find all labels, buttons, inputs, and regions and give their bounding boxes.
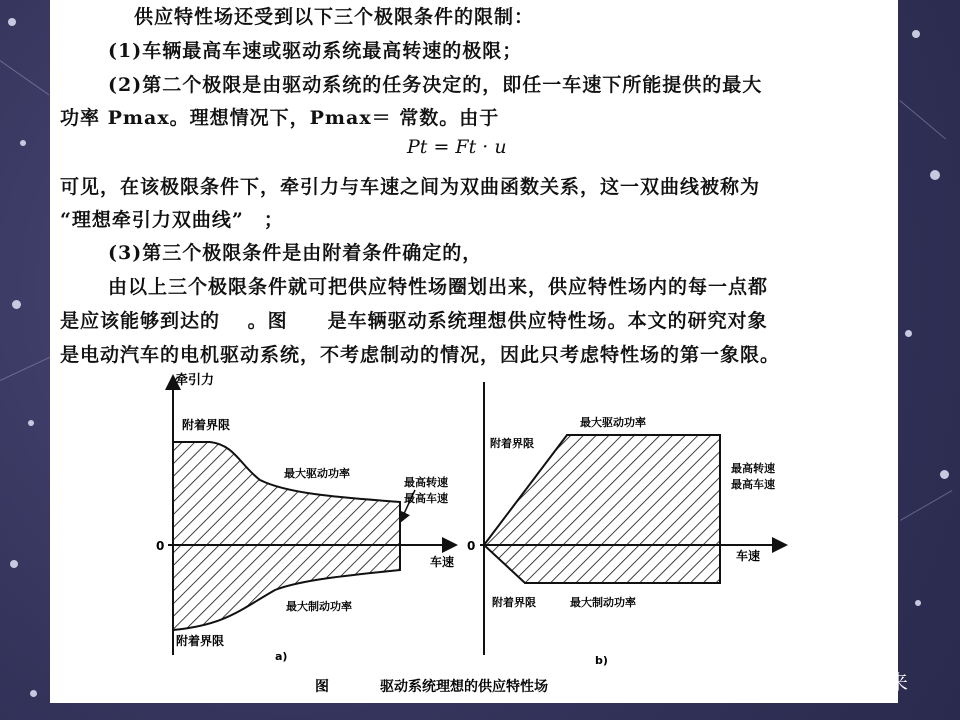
top-adhesion-label-b: 附着界限: [490, 437, 534, 450]
sublabel-a: a): [275, 650, 288, 663]
max-drive-label-b: 最大驱动功率: [580, 416, 646, 429]
text-line-10: 是电动汽车的电机驱动系统，不考虑制动的情况，因此只考虑特性场的第一象限。: [60, 344, 781, 366]
watermark-text: EDC电驱未来: [786, 670, 909, 694]
figure-caption-prefix: 图: [315, 679, 329, 695]
text-line-7: (3)第三个极限条件是由附着条件确定的，: [108, 242, 483, 264]
max-drive-label-a: 最大驱动功率: [284, 467, 350, 480]
bottom-adhesion-label-b: 附着界限: [492, 596, 536, 609]
origin-label-b: 0: [467, 539, 476, 553]
text-line-8: 由以上三个极限条件就可把供应特性场圈划出来，供应特性场内的每一点都: [108, 276, 769, 298]
subfigure-b: [467, 382, 780, 667]
text-line-2: (1)车辆最高车速或驱动系统最高转速的极限；: [108, 40, 523, 62]
formula: Pt = Ft · u: [407, 136, 507, 158]
brake-field-b: [484, 545, 720, 583]
y-axis-label-a: 牵引力: [175, 373, 215, 388]
text-line-1: 供应特性场还受到以下三个极限条件的限制：: [134, 6, 535, 28]
bottom-adhesion-label-a: 附着界限: [176, 634, 225, 648]
subfigure-a: [156, 372, 454, 663]
wechat-icon: [756, 667, 780, 689]
text-line-6: “理想牵引力双曲线” ；: [60, 209, 284, 231]
max-brake-label-b: 最大制动功率: [570, 596, 636, 609]
slide-content: [50, 0, 898, 703]
drive-field-b: [484, 435, 720, 545]
max-brake-label-a: 最大制动功率: [286, 600, 352, 613]
max-speed-label-a2: 最高车速: [404, 492, 448, 505]
max-speed-label-a1: 最高转速: [404, 476, 448, 489]
drive-field-a: [173, 442, 400, 545]
top-adhesion-label-a: 附着界限: [182, 418, 231, 432]
max-speed-label-b1: 最高转速: [731, 462, 775, 475]
text-line-4: 功率 Pmax。理想情况下，Pmax＝ 常数。由于: [60, 107, 500, 129]
text-line-5: 可见，在该极限条件下，牵引力与车速之间为双曲函数关系，这一双曲线被称为: [60, 176, 761, 198]
text-line-9: 是应该能够到达的 。图 是车辆驱动系统理想供应特性场。本文的研究对象: [60, 310, 768, 332]
text-line-3: (2)第二个极限是由驱动系统的任务决定的，即任一车速下所能提供的最大: [108, 74, 763, 96]
characteristic-field-figure: [50, 370, 898, 700]
watermark: [756, 664, 956, 694]
sublabel-b: b): [595, 654, 608, 667]
x-axis-label-a: 车速: [430, 555, 455, 569]
brake-field-a: [173, 545, 400, 630]
origin-label-a: 0: [156, 539, 165, 553]
figure-caption: 驱动系统理想的供应特性场: [380, 679, 548, 695]
x-axis-label-b: 车速: [736, 549, 761, 563]
max-speed-label-b2: 最高车速: [731, 478, 775, 491]
